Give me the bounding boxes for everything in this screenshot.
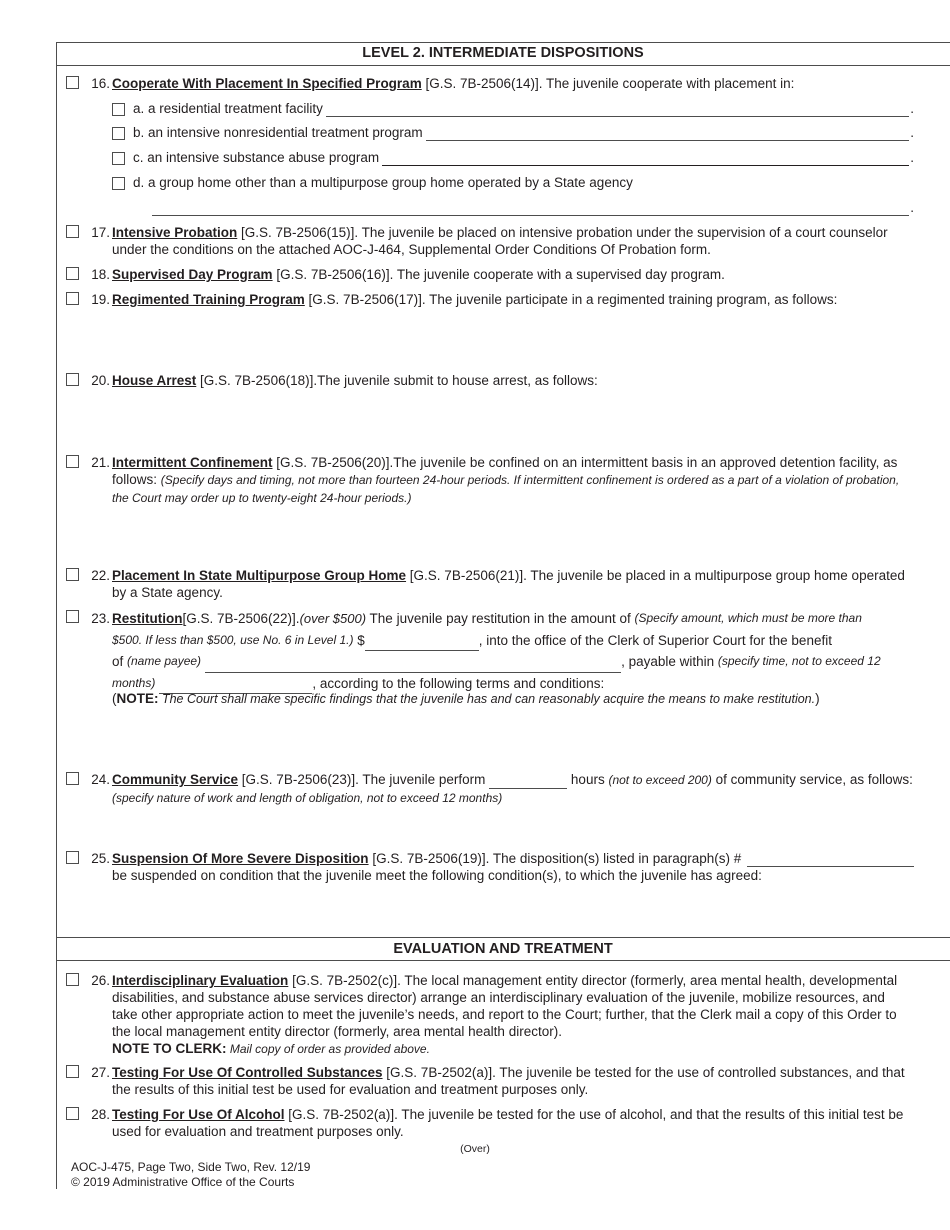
item-21-heading: Intermittent Confinement xyxy=(112,455,273,470)
item-26-note-label: NOTE TO CLERK: xyxy=(112,1041,227,1056)
item-20-text: [G.S. 7B-2506(18)].The juvenile submit to house arrest, as follows: xyxy=(196,373,598,388)
item-23-dollar: $ xyxy=(353,632,365,648)
item-23-clerk-text: , into the office of the Clerk of Superior Court for the benefit xyxy=(478,632,832,648)
item-26-number: 26. xyxy=(91,973,110,988)
item-25-heading: Suspension Of More Severe Disposition xyxy=(112,851,369,866)
item-24-text: [G.S. 7B-2506(23)]. The juvenile perform xyxy=(238,772,490,787)
item-23-note-close: ) xyxy=(815,691,820,706)
item-23-text: The juvenile pay restitution in the amount of xyxy=(366,611,635,626)
item-24-instructions: (specify nature of work and length of obligation, not to exceed 12 months) xyxy=(112,791,503,805)
item-16a: a. a residential treatment facility . xyxy=(112,100,914,117)
item-26-note: Mail copy of order as provided above. xyxy=(226,1042,430,1056)
item-26-checkbox[interactable] xyxy=(66,973,79,986)
item-27-checkbox[interactable] xyxy=(66,1065,79,1078)
item-16a-field[interactable] xyxy=(326,103,909,117)
item-22-text: [G.S. 7B-2506(21)]. The juvenile be placed in a multipurpose group home operated by a State agency. xyxy=(112,568,905,600)
item-16b-label: b. an intensive nonresidential treatment program xyxy=(133,125,423,140)
item-28-text: [G.S. 7B-2502(a)]. The juvenile be tested for the use of alcohol, and that the results of this initial test be used for evaluation and treatment purposes only. xyxy=(112,1107,904,1139)
item-16b-checkbox[interactable] xyxy=(112,127,125,140)
item-28-checkbox[interactable] xyxy=(66,1107,79,1120)
item-23-amount-field[interactable] xyxy=(365,637,479,651)
item-27-heading: Testing For Use Of Controlled Substances xyxy=(112,1065,383,1080)
item-25-text: [G.S. 7B-2506(19)]. The disposition(s) listed in paragraph(s) # xyxy=(368,851,745,866)
item-18-checkbox[interactable] xyxy=(66,267,79,280)
item-16a-checkbox[interactable] xyxy=(112,103,125,116)
item-19-number: 19. xyxy=(91,292,110,307)
item-16b: b. an intensive nonresidential treatment program . xyxy=(112,124,914,141)
item-16d-label: d. a group home other than a multipurpose group home operated by a State agency xyxy=(133,175,633,190)
item-16d-line: . xyxy=(152,199,914,216)
item-26-text: [G.S. 7B-2502(c)]. The local management entity director (formerly, area mental health, developmental disabilities, and substance abuse services director) arrange an interdisciplinary evaluation of the juvenile, mobilize resources, and take other appropriate action to meet the juvenile’s needs, and report to the Court; further, that the Clerk mail a copy of this Order to the local management entity director (formerly, area mental health director). xyxy=(112,973,898,1039)
item-23-number: 23. xyxy=(91,611,110,626)
item-27-number: 27. xyxy=(91,1065,110,1080)
item-25-number: 25. xyxy=(91,851,110,866)
item-24-checkbox[interactable] xyxy=(66,772,79,785)
item-16d-field[interactable] xyxy=(152,202,909,216)
item-16b-field[interactable] xyxy=(426,127,910,141)
item-20-heading: House Arrest xyxy=(112,373,197,388)
evaluation-title-rule xyxy=(56,960,950,961)
item-16c-checkbox[interactable] xyxy=(112,152,125,165)
item-16-heading: Cooperate With Placement In Specified Program xyxy=(112,76,422,91)
item-20-number: 20. xyxy=(91,373,110,388)
left-border xyxy=(56,42,57,1189)
item-26-heading: Interdisciplinary Evaluation xyxy=(112,973,289,988)
item-23-amount-instructions-2: $500. If less than $500, use No. 6 in Level 1.) xyxy=(112,632,354,647)
item-17-number: 17. xyxy=(91,225,110,240)
item-16c-field[interactable] xyxy=(382,152,909,166)
item-28-number: 28. xyxy=(91,1107,110,1122)
item-23-payable: , payable within xyxy=(621,654,718,669)
item-23-citation: [G.S. 7B-2506(22)]. xyxy=(182,611,300,626)
item-23-months: months) xyxy=(112,675,156,690)
form-id: AOC-J-475, Page Two, Side Two, Rev. 12/19 xyxy=(71,1160,311,1174)
item-23-note-label: NOTE: xyxy=(116,691,159,706)
item-17-checkbox[interactable] xyxy=(66,225,79,238)
item-18-text: [G.S. 7B-2506(16)]. The juvenile cooperate with a supervised day program. xyxy=(272,267,725,282)
copyright: © 2019 Administrative Office of the Courts xyxy=(71,1175,295,1189)
item-19-text: [G.S. 7B-2506(17)]. The juvenile participate in a regimented training program, as follows: xyxy=(304,292,838,307)
item-16c: c. an intensive substance abuse program . xyxy=(112,149,914,166)
item-22-number: 22. xyxy=(91,568,110,583)
item-25-checkbox[interactable] xyxy=(66,851,79,864)
item-23-over-500: (over $500) xyxy=(299,611,367,626)
item-19-heading: Regimented Training Program xyxy=(112,292,305,307)
item-24-hours: hours xyxy=(567,772,609,787)
section-top-rule xyxy=(56,42,950,43)
item-20-checkbox[interactable] xyxy=(66,373,79,386)
item-18-heading: Supervised Day Program xyxy=(112,267,273,282)
item-23-time-instructions: (specify time, not to exceed 12 xyxy=(717,654,881,668)
item-23-terms: , according to the following terms and conditions: xyxy=(312,675,605,691)
item-16-number: 16. xyxy=(91,76,110,91)
item-23-note: The Court shall make specific findings that the juvenile has and can reasonably acquire the means to make restitution. xyxy=(158,692,816,706)
item-23-heading: Restitution xyxy=(112,611,183,626)
item-28-heading: Testing For Use Of Alcohol xyxy=(112,1107,285,1122)
item-16d xyxy=(112,174,914,191)
item-23-checkbox[interactable] xyxy=(66,610,79,623)
item-16-text: [G.S. 7B-2506(14)]. The juvenile cooperate with placement in: xyxy=(421,76,795,91)
item-25-paragraph-field[interactable] xyxy=(747,853,914,867)
item-23-of: of xyxy=(112,654,128,669)
item-21-checkbox[interactable] xyxy=(66,455,79,468)
item-16d-checkbox[interactable] xyxy=(112,177,125,190)
item-25-text-2: be suspended on condition that the juvenile meet the following condition(s), to which the juvenile has agreed: xyxy=(112,868,762,883)
over-label: (Over) xyxy=(460,1143,490,1155)
item-24-number: 24. xyxy=(91,772,110,787)
item-23-note-open: ( xyxy=(112,691,117,706)
level2-title: LEVEL 2. INTERMEDIATE DISPOSITIONS xyxy=(362,45,644,61)
item-24-hours-field[interactable] xyxy=(489,775,567,789)
evaluation-title: EVALUATION AND TREATMENT xyxy=(393,941,613,957)
item-21-instructions: (Specify days and timing, not more than fourteen 24-hour periods. If intermittent confinement is ordered as a part of a violation of probation, the Court may order up to twenty-eight 24-hour periods.) xyxy=(112,473,900,505)
item-22-heading: Placement In State Multipurpose Group Home xyxy=(112,568,407,583)
item-24-heading: Community Service xyxy=(112,772,239,787)
item-24-text-2: of community service, as follows: xyxy=(711,772,913,787)
item-17-text: [G.S. 7B-2506(15)]. The juvenile be placed on intensive probation under the supervision of a court counselor under the conditions on the attached AOC-J-464, Supplemental Order Conditions Of Probation form. xyxy=(112,225,888,257)
level2-title-rule xyxy=(56,65,950,66)
item-18-number: 18. xyxy=(91,267,110,282)
item-19-checkbox[interactable] xyxy=(66,292,79,305)
item-21-text: [G.S. 7B-2506(20)].The juvenile be confined on an intermittent basis in an approved detention facility, as follows: xyxy=(112,455,898,487)
item-16c-label: c. an intensive substance abuse program xyxy=(133,150,380,165)
item-24-limit: (not to exceed 200) xyxy=(608,773,712,787)
item-17-heading: Intensive Probation xyxy=(112,225,238,240)
item-23-payee-field[interactable] xyxy=(205,659,621,673)
item-22-checkbox[interactable] xyxy=(66,568,79,581)
item-23-amount-instructions: (Specify amount, which must be more than xyxy=(634,611,862,625)
item-21-number: 21. xyxy=(91,455,110,470)
evaluation-top-rule xyxy=(56,937,950,938)
item-27-text: [G.S. 7B-2502(a)]. The juvenile be tested for the use of controlled substances, and that the results of this initial test be used for evaluation and treatment purposes only. xyxy=(112,1065,905,1097)
item-16a-label: a. a residential treatment facility xyxy=(133,101,323,116)
item-16-checkbox[interactable] xyxy=(66,76,79,89)
item-23-payee-label: (name payee) xyxy=(127,654,202,668)
